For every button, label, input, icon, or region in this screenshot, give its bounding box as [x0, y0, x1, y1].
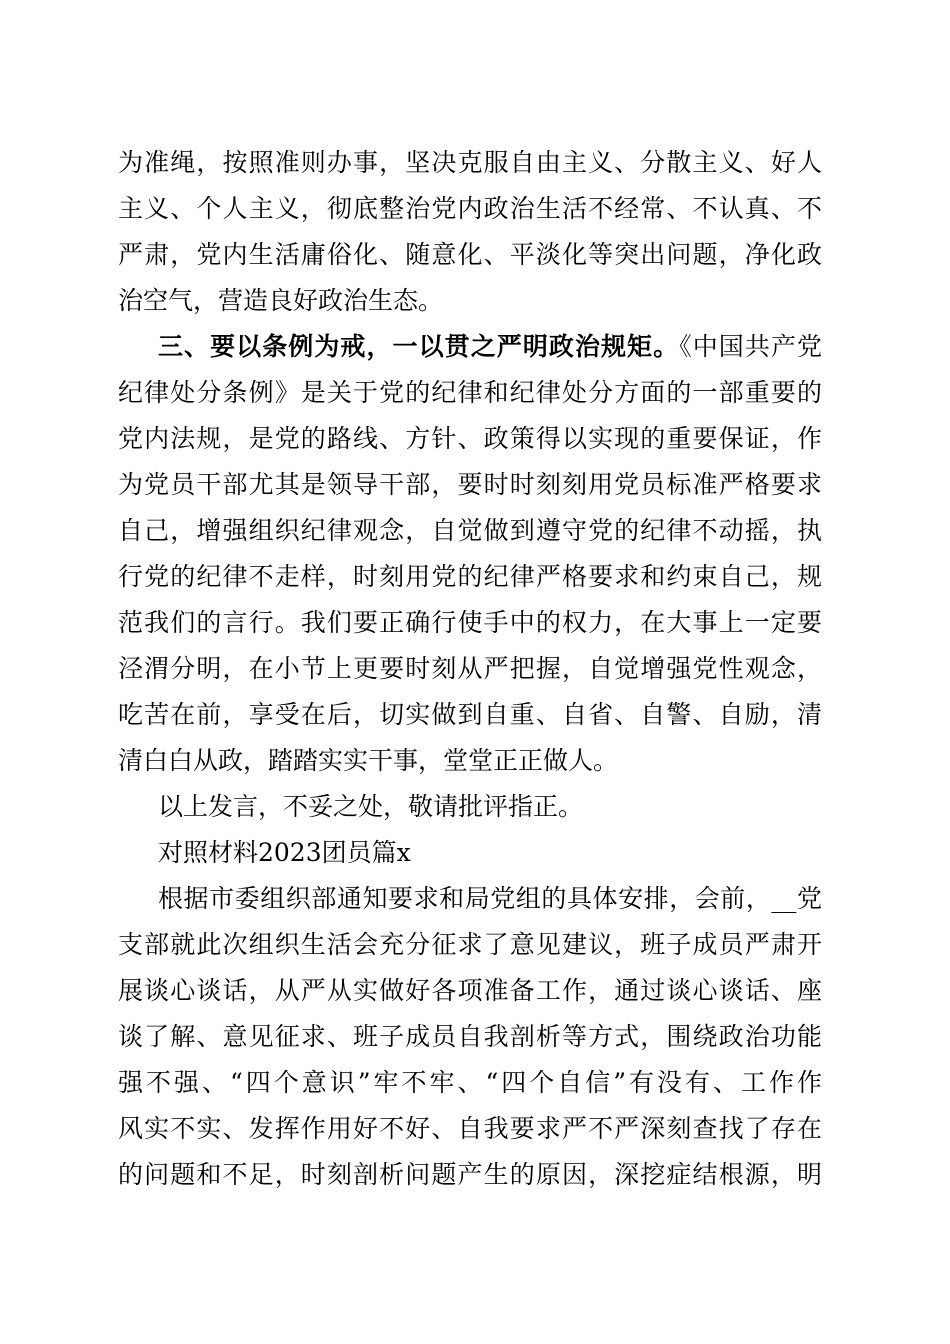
text-line: 展谈心谈话，从严从实做好各项准备工作，通过谈心谈话、座 — [118, 976, 822, 1005]
paragraph-5 — [118, 876, 822, 1198]
section-heading: 三、要以条例为戒，一以贯之严明政治规矩。 — [158, 332, 680, 361]
text-line: 为准绳，按照准则办事，坚决克服自由主义、分散主义、好人 — [118, 148, 822, 177]
text-line — [118, 324, 822, 370]
paragraph-1 — [118, 140, 822, 324]
text-line: 严肃，党内生活庸俗化、随意化、平淡化等突出问题，净化政 — [118, 240, 822, 269]
text-line: 风实不实、发挥作用好不好、自我要求严不严深刻查找了存在 — [118, 1114, 822, 1143]
text-line: 谈了解、意见征求、班子成员自我剖析等方式，围绕政治功能 — [118, 1022, 822, 1051]
text-line: 吃苦在前，享受在后，切实做到自重、自省、自警、自励，清 — [118, 700, 822, 729]
text-line: 为党员干部尤其是领导干部，要时时刻刻用党员标准严格要求 — [118, 470, 822, 499]
text-line: 清白白从政，踏踏实实干事，堂堂正正做人。 — [118, 746, 619, 775]
paragraph-4 — [118, 830, 822, 876]
text-line: 的问题和不足，时刻剖析问题产生的原因，深挖症结根源，明 — [118, 1160, 822, 1189]
text-line: 党内法规，是党的路线、方针、政策得以实现的重要保证，作 — [118, 424, 822, 453]
text-line: 自己，增强组织纪律观念，自觉做到遵守党的纪律不动摇，执 — [118, 516, 822, 545]
text-line: 范我们的言行。我们要正确行使手中的权力，在大事上一定要 — [118, 608, 822, 637]
text-line: 行党的纪律不走样，时刻用党的纪律严格要求和约束自己，规 — [118, 562, 822, 591]
text-line: 根据市委组织部通知要求和局党组的具体安排，会前，__党 — [158, 884, 822, 913]
text-line: 强不强、“四个意识”牢不牢、“四个自信”有没有、工作作 — [118, 1068, 822, 1097]
heading-line-rest: 《中国共产党 — [679, 332, 822, 361]
document-subtitle: 对照材料2023团员篇x — [158, 838, 411, 867]
text-line: 治空气，营造良好政治生态。 — [118, 286, 444, 315]
text-line: 纪律处分条例》是关于党的纪律和纪律处分方面的一部重要的 — [118, 378, 822, 407]
paragraph-2 — [118, 324, 822, 784]
paragraph-3 — [118, 784, 822, 830]
text-line: 泾渭分明，在小节上更要时刻从严把握，自觉增强党性观念， — [118, 654, 822, 683]
text-line: 主义、个人主义，彻底整治党内政治生活不经常、不认真、不 — [118, 194, 822, 223]
text-line: 以上发言，不妥之处，敬请批评指正。 — [158, 792, 584, 821]
document-page — [118, 140, 822, 1198]
text-line: 支部就此次组织生活会充分征求了意见建议，班子成员严肃开 — [118, 930, 822, 959]
